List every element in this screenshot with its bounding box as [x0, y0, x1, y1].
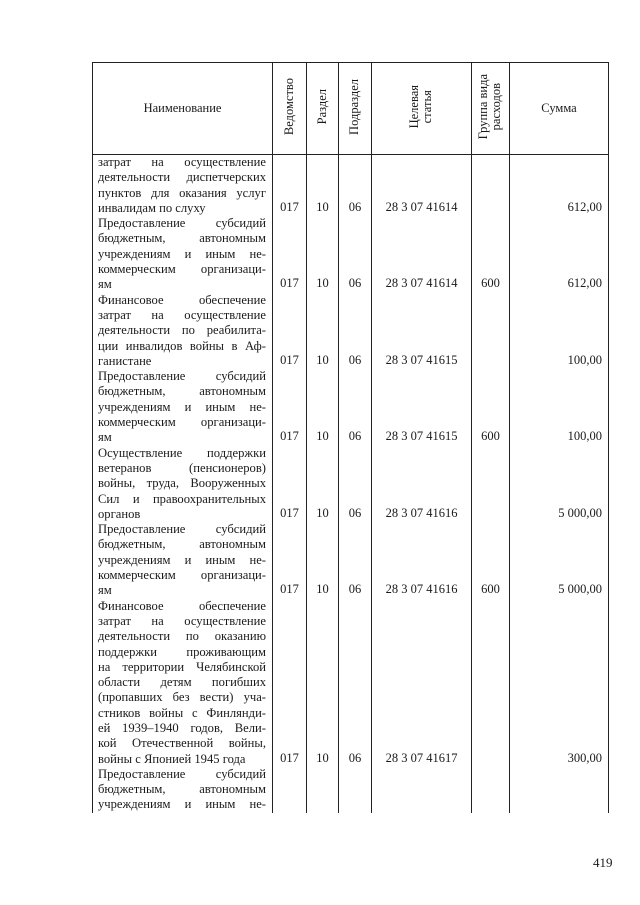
row-name [93, 293, 273, 369]
table-row [93, 293, 609, 369]
row-razdel: 10 [307, 522, 339, 598]
row-name-line: ветеранов (пенсионеров) [98, 460, 266, 475]
row-gruppa-vida [472, 599, 510, 767]
header-celevaya-statya: Целевая статья [372, 63, 472, 155]
table-row [93, 767, 609, 813]
table-row [93, 216, 609, 292]
row-gruppa-vida: 600 [472, 369, 510, 445]
row-name-line: Предоставление субсидий [98, 766, 266, 781]
row-summa: 612,00 [510, 216, 609, 292]
row-razdel: 10 [307, 599, 339, 767]
row-celevaya-statya: 28 3 07 41616 [372, 446, 472, 522]
row-celevaya-statya: 28 3 07 41615 [372, 369, 472, 445]
row-name-line: ей 1939–1940 годов, Вели- [98, 720, 266, 735]
row-podrazdel: 06 [339, 446, 372, 522]
row-vedomstvo: 017 [273, 369, 307, 445]
row-podrazdel [339, 767, 372, 813]
row-name [93, 216, 273, 292]
row-summa: 5 000,00 [510, 522, 609, 598]
row-name-line: поддержки проживающим [98, 644, 266, 659]
row-name-line: Предоставление субсидий [98, 369, 266, 384]
row-vedomstvo [273, 767, 307, 813]
row-razdel [307, 767, 339, 813]
row-name-line: ям [98, 430, 112, 445]
row-summa [510, 767, 609, 813]
row-name-line: инвалидам по слуху [98, 200, 206, 215]
table-row [93, 446, 609, 522]
table-row [93, 155, 609, 217]
row-name-line: Сил и правоохранительных [98, 491, 266, 506]
row-name [93, 369, 273, 445]
row-name-line: ям [98, 583, 112, 598]
row-gruppa-vida [472, 155, 510, 217]
row-name-line: стников войны с Финлянди- [98, 705, 266, 720]
row-name-line: деятельности по реабилита- [98, 323, 266, 338]
row-summa: 5 000,00 [510, 446, 609, 522]
header-vedomstvo: Ведомство [273, 63, 307, 155]
row-podrazdel: 06 [339, 369, 372, 445]
row-name-line: учреждениям и иным не- [98, 797, 266, 812]
row-vedomstvo: 017 [273, 522, 307, 598]
row-name-line: Осуществление поддержки [98, 445, 266, 460]
row-celevaya-statya: 28 3 07 41617 [372, 599, 472, 767]
row-name-line: войны, труда, Вооруженных [98, 476, 266, 491]
row-summa: 100,00 [510, 369, 609, 445]
row-razdel: 10 [307, 155, 339, 217]
row-name [93, 446, 273, 522]
row-razdel: 10 [307, 216, 339, 292]
row-celevaya-statya: 28 3 07 41615 [372, 293, 472, 369]
header-podrazdel: Подраздел [339, 63, 372, 155]
row-gruppa-vida: 600 [472, 216, 510, 292]
row-name-line: ганистане [98, 353, 152, 368]
budget-table [92, 62, 609, 813]
row-name-line: коммерческим организаци- [98, 262, 266, 277]
row-name-line: Предоставление субсидий [98, 522, 266, 537]
row-vedomstvo: 017 [273, 216, 307, 292]
row-name-line: коммерческим организаци- [98, 568, 266, 583]
row-name-line: кой Отечественной войны, [98, 736, 266, 751]
table-header-row [93, 63, 609, 155]
row-name [93, 767, 273, 813]
row-celevaya-statya: 28 3 07 41614 [372, 155, 472, 217]
row-razdel: 10 [307, 446, 339, 522]
row-podrazdel: 06 [339, 599, 372, 767]
row-name-line: бюджетным, автономным [98, 231, 266, 246]
row-name-line: войны с Японией 1945 года [98, 751, 246, 766]
row-celevaya-statya: 28 3 07 41614 [372, 216, 472, 292]
row-name-line: затрат на осуществление [98, 155, 266, 169]
row-celevaya-statya [372, 767, 472, 813]
row-name [93, 599, 273, 767]
row-name-line: бюджетным, автономным [98, 384, 266, 399]
row-podrazdel: 06 [339, 216, 372, 292]
row-name [93, 522, 273, 598]
row-gruppa-vida [472, 446, 510, 522]
row-podrazdel: 06 [339, 522, 372, 598]
row-gruppa-vida: 600 [472, 522, 510, 598]
row-name-line: бюджетным, автономным [98, 782, 266, 797]
row-summa: 300,00 [510, 599, 609, 767]
row-name-line: пунктов для оказания услуг [98, 185, 266, 200]
row-vedomstvo: 017 [273, 155, 307, 217]
header-gruppa-vida-rashodov: Группа вида расходов [472, 63, 510, 155]
row-name-line: деятельности диспетчерских [98, 170, 266, 185]
row-name-line: бюджетным, автономным [98, 537, 266, 552]
row-name-line: Финансовое обеспечение [98, 292, 266, 307]
header-razdel: Раздел [307, 63, 339, 155]
row-vedomstvo: 017 [273, 293, 307, 369]
row-name-line: Предоставление субсидий [98, 216, 266, 231]
row-celevaya-statya: 28 3 07 41616 [372, 522, 472, 598]
row-name-line: деятельности по оказанию [98, 629, 266, 644]
row-gruppa-vida [472, 767, 510, 813]
row-name-line: ям [98, 277, 112, 292]
table-row [93, 522, 609, 598]
row-name-line: на территории Челябинской [98, 659, 266, 674]
row-name-line: учреждениям и иным не- [98, 246, 266, 261]
table-row [93, 369, 609, 445]
row-podrazdel: 06 [339, 293, 372, 369]
row-summa: 612,00 [510, 155, 609, 217]
row-name-line: затрат на осуществление [98, 307, 266, 322]
row-name-line: учреждениям и иным не- [98, 399, 266, 414]
header-name: Наименование [93, 63, 273, 155]
row-vedomstvo: 017 [273, 599, 307, 767]
page-number: 419 [593, 855, 613, 870]
row-name-line: Финансовое обеспечение [98, 598, 266, 613]
row-razdel: 10 [307, 293, 339, 369]
row-name-line: учреждениям и иным не- [98, 552, 266, 567]
row-summa: 100,00 [510, 293, 609, 369]
row-razdel: 10 [307, 369, 339, 445]
table-row [93, 599, 609, 767]
row-name-line: (пропавших без вести) уча- [98, 690, 266, 705]
row-gruppa-vida [472, 293, 510, 369]
row-name [93, 155, 273, 217]
row-name-line: органов [98, 506, 141, 521]
row-name-line: коммерческим организаци- [98, 415, 266, 430]
row-name-line: затрат на осуществление [98, 613, 266, 628]
header-summa: Сумма [510, 63, 609, 155]
row-name-line: области детям погибших [98, 675, 266, 690]
row-name-line: ции инвалидов войны в Аф- [98, 338, 266, 353]
row-vedomstvo: 017 [273, 446, 307, 522]
row-podrazdel: 06 [339, 155, 372, 217]
